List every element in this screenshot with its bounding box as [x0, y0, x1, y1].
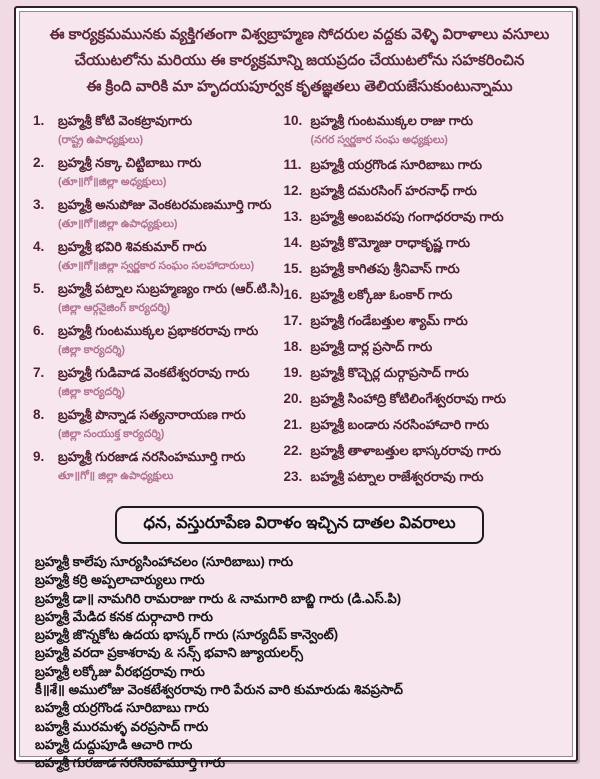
contributor-name: కీ॥శే॥ అములోజు వెంకటేశ్వరరావు గారి పేరున వారి కుమారుడు శివప్రసాద్ — [35, 682, 403, 698]
donor-entry — [311, 285, 566, 304]
contributor-name: బ్రహ్మశ్రీ వరదా ప్రకాశరావు & సన్స్ భవాని జ్యూయలర్స్ — [35, 645, 303, 661]
contributor-line — [35, 571, 566, 589]
donor-name: బ్రహ్మశ్రీ కాగితపు శ్రీనివాస్ గారు — [310, 261, 460, 276]
contributor-name: బ్రహ్మశ్రీ మేడిద కనక దుర్గాచారి గారు — [35, 608, 213, 624]
donor-number: 5. — [33, 281, 45, 296]
donor-list-item — [284, 207, 566, 226]
donor-role: (తూ॥గో॥జిల్లా అధ్యక్షులు) — [58, 176, 167, 188]
donor-columns — [33, 111, 566, 493]
header-line-1: ఈ కార్యక్రమమునకు వ్యక్తిగతంగా విశ్వబ్రాహ్మణ సోదరుల వద్దకు వెళ్ళి విరాళాలు వసూలు — [49, 26, 550, 43]
donor-list-item — [33, 195, 284, 232]
donor-list-item — [284, 441, 566, 460]
contributor-name: బ్రహ్మశ్రీ డా॥ నామగిరి రామరాజు గారు & నామగారి బాబ్జి గారు (డి.ఎస్.పి) — [35, 590, 402, 606]
header-line-3: ఈ క్రింది వారికి మా హృదయపూర్వక కృతజ్ఞతలు తెలియజేసుకుంటున్నాము — [86, 78, 513, 95]
donor-number: 11. — [283, 157, 302, 172]
content-frame-inner — [19, 11, 573, 771]
donor-number: 7. — [33, 365, 45, 380]
donor-entry — [311, 207, 566, 226]
donor-list-item — [33, 363, 284, 400]
content-frame — [14, 6, 578, 771]
donor-entry — [311, 415, 566, 434]
donor-list-item — [33, 447, 284, 484]
donor-entry — [311, 233, 566, 252]
contributor-line — [35, 681, 566, 699]
donor-name: బ్రహ్మశ్రీ గుంటముక్కల ప్రభాకరరావు గారు — [58, 323, 259, 338]
donor-number: 22. — [283, 443, 303, 458]
donor-name: బ్రహ్మశ్రీ కొచ్చెర్ల దుర్గాప్రసాద్ గారు — [310, 365, 469, 380]
donor-entry — [311, 389, 566, 408]
donor-list-item — [33, 279, 284, 316]
donor-name: బహ్మశ్రీ పట్నాల రాజేశ్వరరావు గారు — [310, 469, 484, 484]
contributor-name: బహ్మశ్రీ మురమళ్ళ వరప్రసాద్ గారు — [35, 718, 209, 734]
donor-entry — [58, 447, 284, 484]
contributor-line — [35, 590, 566, 608]
donor-number: 21. — [283, 417, 303, 432]
donor-number: 6. — [33, 323, 45, 338]
donor-list-item — [284, 233, 566, 252]
contributor-line — [35, 644, 566, 662]
donor-name: బ్రహ్మశ్రీ అంబవరపు గంగాధరరావు గారు — [310, 209, 504, 224]
donor-name: బ్రహ్మశ్రీ అనుపోజు వెంకటరమణమూర్తి గారు — [58, 197, 272, 212]
donor-name: బ్రహ్మశ్రీ గుడివాడ వెంకటేశ్వరరావు గారు — [58, 365, 250, 380]
donor-column-left — [33, 111, 284, 493]
donor-entry — [58, 237, 284, 274]
donor-name: బ్రహ్మశ్రీ పొన్నాడ సత్యనారాయణ గారు — [58, 407, 246, 422]
donor-number: 16. — [283, 287, 303, 302]
donor-role: (రాష్ట్ర ఉపాధ్యక్షులు) — [58, 134, 144, 146]
contributor-name: బ్రహ్మశ్రీ జొన్నకోట ఉదయ భాస్కర్ గారు (సూర్యదీప్ కాన్వెంట్) — [35, 627, 339, 643]
donor-number: 23. — [283, 469, 303, 484]
donor-name: బ్రహ్మశ్రీ బండారు నరసింహాచారి గారు — [310, 417, 489, 432]
contributor-name: బ్రహ్మశ్రీ కాలేపు సూర్యసింహాచలం (సూరిబాబు) గారు — [35, 554, 294, 569]
donor-role: (జిల్లా సంయుక్త కార్యదర్శి) — [58, 428, 165, 440]
donor-entry — [58, 279, 284, 316]
donor-number: 3. — [33, 197, 45, 212]
donor-entry — [58, 405, 284, 442]
donor-role: (తూ॥గో॥జిల్లా స్వర్ణకార సంఘం సలహాదారులు) — [58, 260, 255, 272]
contributor-name: బ్రహ్మశ్రీ కర్రి అప్పలాచార్యులు గారు — [35, 572, 205, 588]
contributor-line — [35, 754, 566, 772]
donor-number: 1. — [33, 113, 45, 128]
donor-name: బ్రహ్మశ్రీ తాళాబత్తుల భాస్కరరావు గారు — [310, 443, 501, 458]
donor-list-item — [33, 321, 284, 358]
contributor-line — [35, 553, 566, 571]
donor-list-item — [284, 181, 566, 200]
contributor-line — [35, 626, 566, 644]
donor-number: 13. — [283, 209, 303, 224]
contributors-list — [33, 553, 566, 779]
donor-entry — [58, 111, 284, 148]
donor-name: బ్రహ్మశ్రీ భవిరి శివకుమార్ గారు — [58, 239, 207, 254]
donor-number: 4. — [33, 239, 45, 254]
donor-role: (నగర స్వర్ణకార సంఘ అధ్యక్షులు) — [310, 134, 448, 146]
donor-list-item — [284, 285, 566, 304]
donor-list-right — [284, 111, 566, 486]
donor-name: బ్రహ్మశ్రీ పట్నాల సుబ్రహ్మణ్యం గారు (ఆర్.టి.సి) — [58, 281, 284, 296]
donor-number: 10. — [283, 113, 303, 128]
donor-entry — [311, 441, 566, 460]
donor-name: బ్రహ్మశ్రీ గుంటముక్కల రాజు గారు — [310, 113, 473, 128]
donor-list-item — [284, 415, 566, 434]
contributor-line — [35, 608, 566, 626]
donor-number: 14. — [283, 235, 303, 250]
donor-list-item — [284, 311, 566, 330]
donor-list-item — [284, 389, 566, 408]
donor-list-item — [284, 111, 566, 148]
donor-name: బ్రహ్మశ్రీ సింహాద్రి కోటిలింగేశ్వరరావు గారు — [310, 391, 506, 406]
contributor-line — [35, 663, 566, 681]
donor-name: బ్రహ్మశ్రీ గండేబత్తుల శ్యామ్ గారు — [310, 313, 468, 328]
donor-entry — [311, 155, 566, 174]
donor-list-item — [33, 237, 284, 274]
donor-name: బ్రహ్మశ్రీ దార్ల ప్రసాద్ గారు — [310, 339, 433, 354]
donor-name: బ్రహ్మశ్రీ దమరసింగ్ హరనాధ్ గారు — [310, 183, 477, 198]
donor-number: 15. — [283, 261, 303, 276]
donor-list-item — [284, 467, 566, 486]
donor-entry — [311, 467, 566, 486]
donor-number: 18. — [283, 339, 303, 354]
donor-number: 12. — [283, 183, 303, 198]
contributor-name: బ్రహ్మశ్రీ లక్కోజు వీరభద్రరావు గారు — [35, 663, 205, 679]
donor-entry — [311, 363, 566, 382]
donor-name: బ్రహ్మశ్రీ గురజాడ నరసింహమూర్తి గారు — [58, 449, 246, 464]
donor-list-item — [33, 153, 284, 190]
donor-role: (జిల్లా కార్యదర్శి) — [58, 386, 126, 398]
donor-role: (జిల్లా ఆర్గనైజింగ్ కార్యదర్శి) — [58, 302, 171, 314]
donor-entry — [311, 311, 566, 330]
donor-entry — [58, 321, 284, 358]
donor-entry — [311, 259, 566, 278]
donor-list-left — [33, 111, 284, 484]
donor-list-item — [33, 111, 284, 148]
donor-entry — [311, 181, 566, 200]
contributor-line — [35, 718, 566, 736]
header-line-2: చేయుటలోను మరియు ఈ కార్యక్రమాన్ని జయప్రదం చేయుటలోను సహకరించిన — [74, 52, 525, 69]
donor-list-item — [284, 363, 566, 382]
contributor-line — [35, 699, 566, 717]
contributor-line — [35, 736, 566, 754]
acknowledgement-header — [33, 18, 566, 100]
donor-column-right — [284, 111, 566, 493]
contributor-name: బహ్మశ్రీ యర్రగొండ సూరిబాబు గారు — [35, 700, 209, 716]
donor-role: (తూ॥గో॥జిల్లా ఉపాధ్యక్షులు) — [58, 218, 178, 230]
contributor-name: బహ్మశ్రీ గురజాడ నరసింహమూర్తి గారు — [35, 755, 226, 771]
donor-number: 17. — [283, 313, 303, 328]
donor-number: 19. — [283, 365, 303, 380]
donor-list-item — [284, 155, 566, 174]
donor-name: బ్రహ్మశ్రీ యర్రగొండ సూరిబాబు గారు — [310, 157, 482, 172]
donor-entry — [58, 363, 284, 400]
donor-name: బ్రహ్మశ్రీ కొమ్మోజు రాధాకృష్ణ గారు — [310, 235, 471, 250]
donor-number: 20. — [283, 391, 303, 406]
donor-list-item — [33, 405, 284, 442]
contributor-name: బహ్మశ్రీ దుద్దుపూడి ఆచారి గారు — [35, 736, 193, 752]
section-heading: ధన, వస్తురూపేణ విరాళం ఇచ్చిన దాతల వివరాలు — [143, 514, 456, 532]
donor-name: బ్రహ్మశ్రీ లక్కోజు ఓంకార్ గారు — [310, 287, 453, 302]
section-heading-box — [115, 506, 483, 544]
donor-number: 9. — [33, 449, 45, 464]
donor-role: తూ॥గో॥ జిల్లా ఉపాధ్యక్షులు — [58, 470, 174, 482]
donor-list-item — [284, 337, 566, 356]
donor-number: 2. — [33, 155, 45, 170]
donor-list-item — [284, 259, 566, 278]
donor-name: బ్రహ్మశ్రీ కోటి వెంకట్రావుగారు — [58, 113, 193, 128]
donor-role: (జిల్లా కార్యదర్శి) — [58, 344, 126, 356]
donor-number: 8. — [33, 407, 45, 422]
donor-entry — [311, 337, 566, 356]
donor-entry — [58, 195, 284, 232]
donor-entry — [311, 111, 566, 148]
donor-entry — [58, 153, 284, 190]
donor-name: బ్రహ్మశ్రీ నక్కా చిట్టిబాబు గారు — [58, 155, 202, 170]
